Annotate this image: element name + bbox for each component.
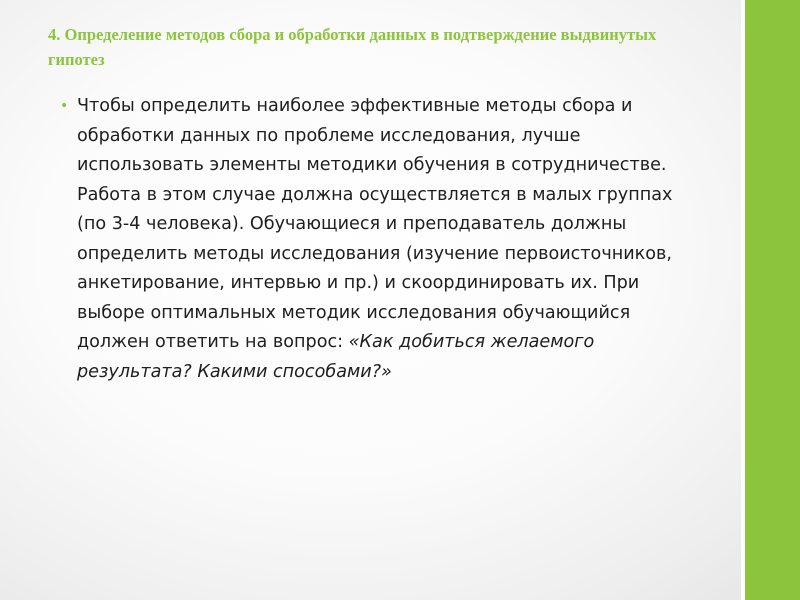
bullet-list bbox=[60, 92, 700, 387]
bullet-text: Чтобы определить наиболее эффективные методы сбора и обработки данных по проблеме исследования, лучше использовать элементы методики обучения в сотрудничестве. Работа в этом случае должна осуществляется в малых группах (по 3-4 человека). Обучающиеся и преподаватель должны определить методы исследования (изучение первоисточников, анкетирование, интервью и пр.) и скоординировать их. При выборе оптимальных методик исследования обучающийся должен ответить на вопрос: bbox=[77, 96, 673, 352]
accent-sidebar bbox=[745, 0, 800, 600]
slide-title: 4. Определение методов сбора и обработки данных в подтверждение выдвинутых гипотез bbox=[48, 25, 657, 69]
bullet-question: «Как добиться желаемого результата? Какими способами?» bbox=[77, 332, 595, 382]
bullet-item bbox=[60, 92, 700, 387]
bullet-icon: • bbox=[60, 98, 69, 114]
